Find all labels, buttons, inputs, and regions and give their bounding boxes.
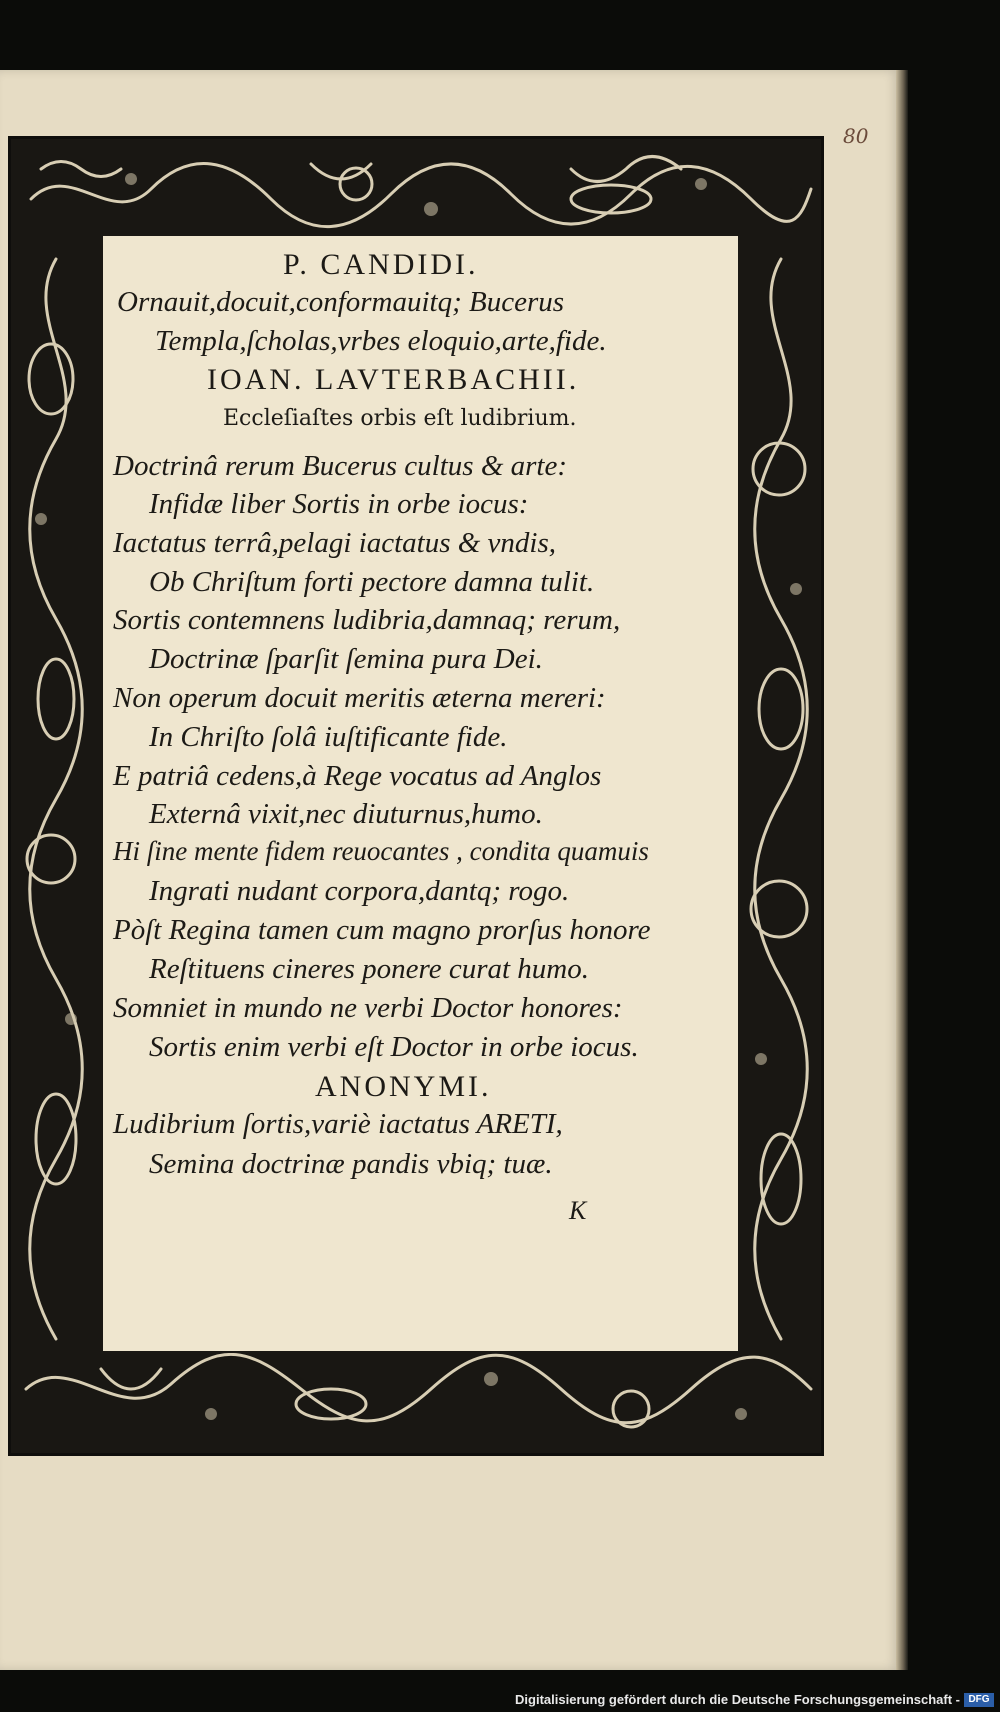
verse-line: Doctrinæ ſparſit ſemina pura Dei. [149,643,543,675]
verse-line: Ob Chriſtum forti pectore damna tulit. [149,566,595,598]
text-panel [101,234,740,1353]
verse-line: Pòſt Regina tamen cum magno prorſus honore [113,914,651,946]
verse-line: Externâ vixit,nec diuturnus,humo. [149,798,543,830]
verse-line: Sortis enim verbi eſt Doctor in orbe iocus. [149,1031,639,1063]
verse-line: Iactatus terrâ,pelagi iactatus & vndis, [113,527,557,559]
verse-line: Hi ſine mente fidem reuocantes , condita quamuis [113,836,649,866]
page-edge [896,70,908,1670]
verse-line: Ludibrium ſortis,variè iactatus ARETI, [113,1108,563,1140]
heading-candidi: P. CANDIDI. [283,248,479,281]
verse-line: Ornauit,docuit,conformauitq; Bucerus [117,286,565,318]
folio-number: 80 [843,124,869,148]
verse-line: Reſtituens cineres ponere curat humo. [149,953,589,985]
heading-anonymi: ANONYMI. [315,1070,492,1103]
verse-line: Sortis contemnens ludibria,damnaq; rerum, [113,604,621,636]
verse-line: Somniet in mundo ne verbi Doctor honores: [113,992,623,1024]
verse-line: Templa,ſcholas,vrbes eloquio,arte,fide. [155,325,607,357]
verse-line: Infidæ liber Sortis in orbe iocus: [149,488,529,520]
verse-line: Doctrinâ rerum Bucerus cultus & arte: [113,450,568,482]
verse-line: Ingrati nudant corpora,dantq; rogo. [149,875,570,907]
verse-line: E patriâ cedens,à Rege vocatus ad Anglos [113,760,602,792]
verse-line: Non operum docuit meritis æterna mereri: [113,682,606,714]
heading-lauterbachii: IOAN. LAVTERBACHII. [207,363,580,396]
woodcut-border [8,136,824,1456]
verse-line: In Chriſto ſolâ iuſtificante fide. [149,721,508,753]
footer-credit: Digitalisierung gefördert durch die Deutsche Forschungsgemeinschaft - [515,1692,960,1707]
subheading: Eccleſiaſtes orbis eſt ludibrium. [223,406,577,431]
verse-line: Semina doctrinæ pandis vbiq; tuæ. [149,1148,553,1180]
dfg-logo: DFG [964,1693,994,1707]
catchword: K [569,1196,587,1225]
